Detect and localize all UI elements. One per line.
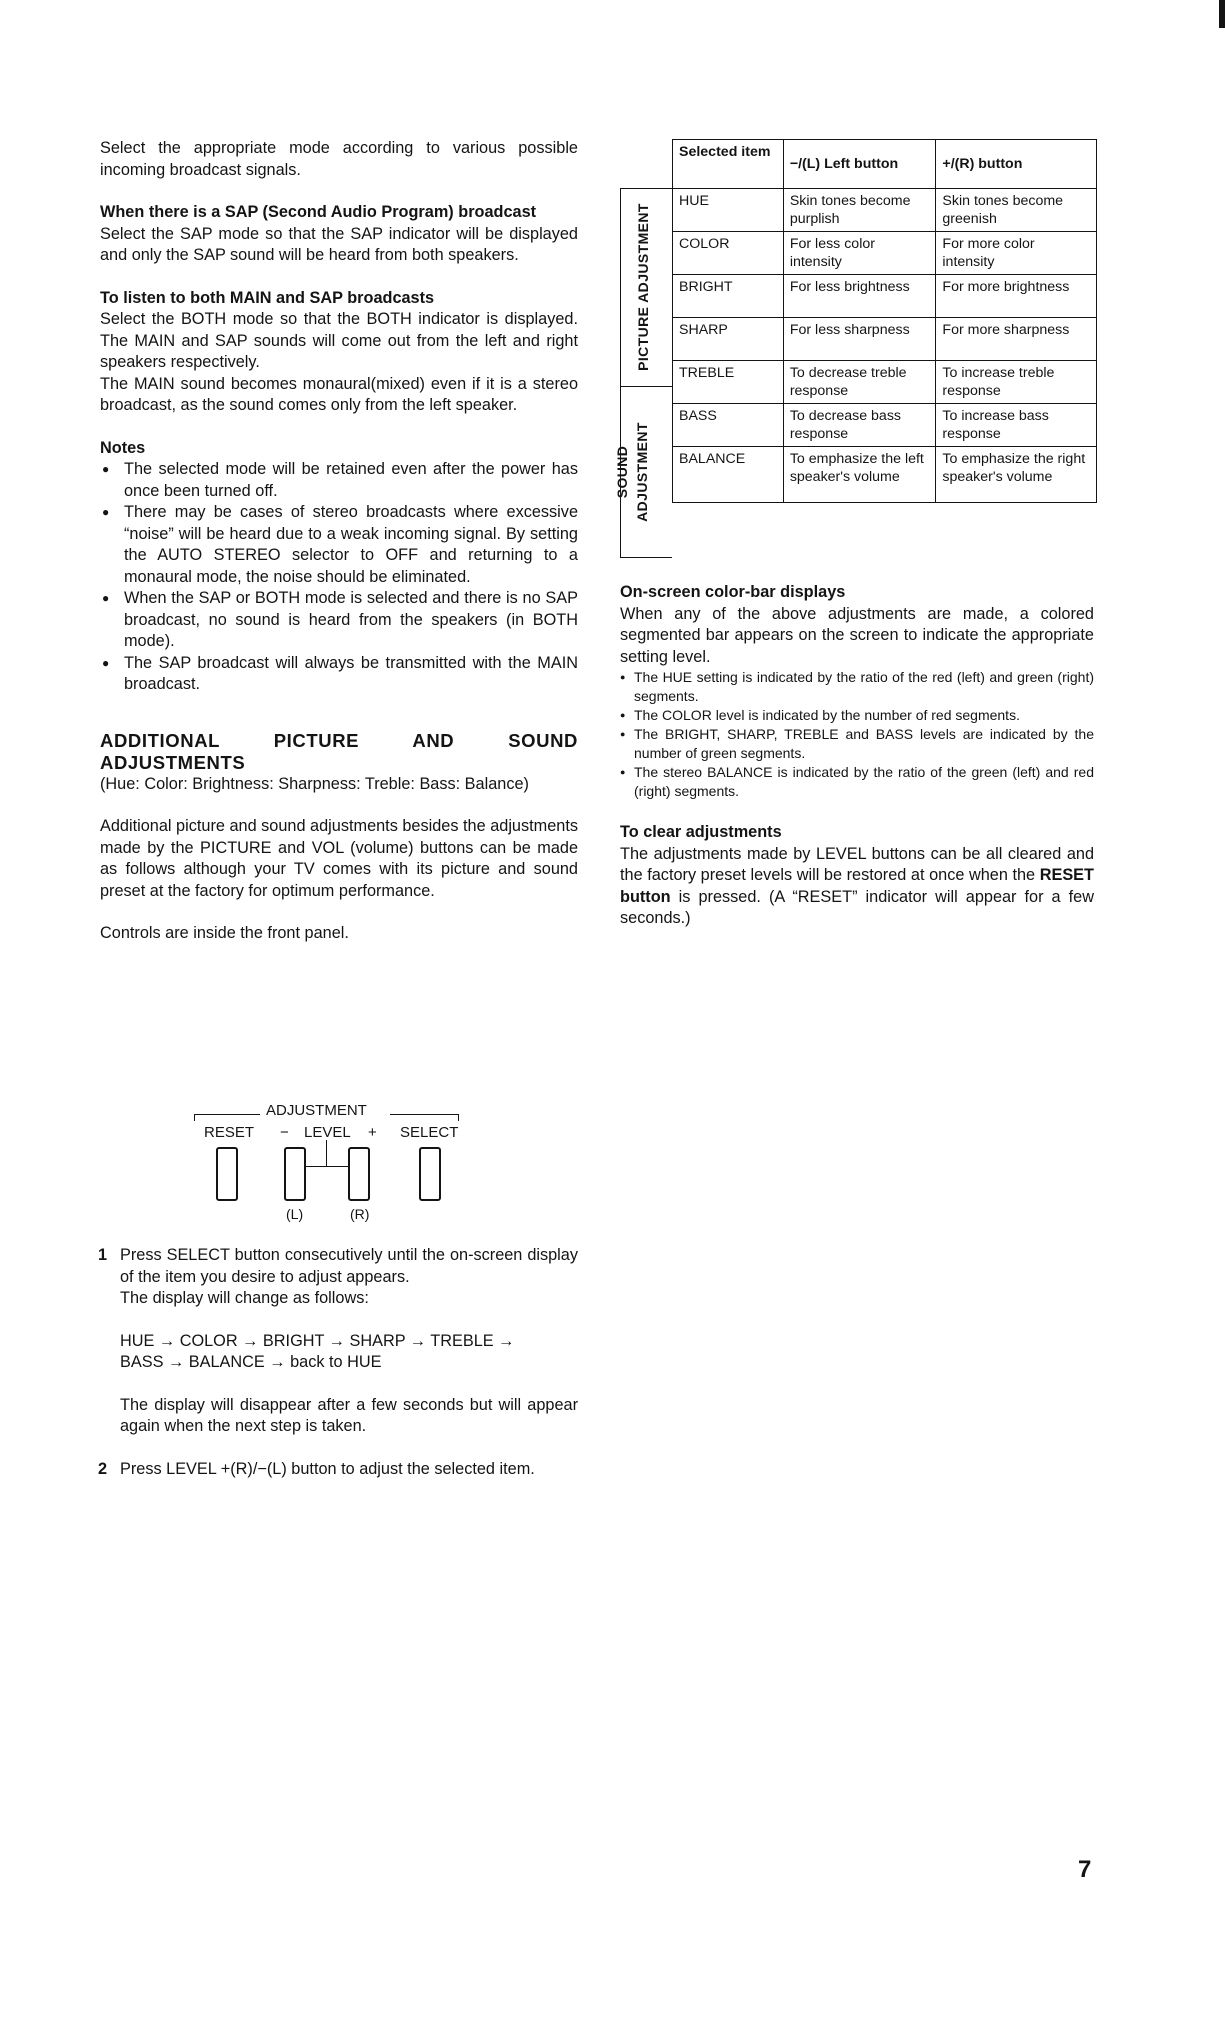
cell-left: To decrease treble response — [783, 361, 936, 404]
adjustment-bracket-left — [194, 1114, 260, 1121]
level-minus-button[interactable] — [284, 1147, 306, 1201]
header-right-button: +/(R) button — [936, 140, 1097, 189]
scan-edge-mark — [1219, 0, 1225, 28]
notes-heading: Notes — [100, 438, 146, 457]
right-column — [620, 582, 1094, 930]
cell-right: For more brightness — [936, 275, 1097, 318]
step-text: Press LEVEL +(R)/−(L) button to adjust the selected item. — [120, 1459, 535, 1478]
cell-item: SHARP — [673, 318, 784, 361]
select-label: SELECT — [400, 1124, 459, 1141]
section-heading: ADDITIONAL PICTURE AND SOUND ADJUSTMENTS — [100, 729, 578, 773]
reset-label: RESET — [204, 1124, 255, 1141]
colorbar-note-item: ● The BRIGHT, SHARP, TREBLE and BASS levels are indicated by the number of green segments. — [620, 725, 1094, 763]
cell-left: For less brightness — [783, 275, 936, 318]
cell-left: For less color intensity — [783, 232, 936, 275]
step-subtext-2: The display will disappear after a few seconds but will appear again when the next step is taken. — [120, 1395, 578, 1435]
group-divider-top — [620, 188, 672, 189]
steps-block — [100, 1245, 578, 1480]
right-r-label: (R) — [350, 1206, 370, 1222]
colorbar-body: When any of the above adjustments are made, a colored segmented bar appears on the screen to indicate the appropriate setting level. — [620, 604, 1094, 666]
cell-item: BASS — [673, 404, 784, 447]
level-plus-button[interactable] — [348, 1147, 370, 1201]
left-l-label: (L) — [286, 1206, 304, 1222]
table-header-row — [673, 140, 1097, 189]
select-button[interactable] — [419, 1147, 441, 1201]
page-number: 7 — [1078, 1856, 1092, 1883]
steps-list — [100, 1245, 578, 1480]
level-label: LEVEL — [304, 1124, 351, 1141]
clear-body-part-2: is pressed. (A “RESET” indicator will appear for a few seconds.) — [620, 887, 1094, 927]
cell-item: BALANCE — [673, 447, 784, 503]
adjustment-table-block — [614, 139, 1098, 558]
table-row — [673, 361, 1097, 404]
both-heading: To listen to both MAIN and SAP broadcasts — [100, 288, 435, 307]
group-label-sound-1: SOUND — [614, 445, 630, 499]
cell-right: For more color intensity — [936, 232, 1097, 275]
sap-body: Select the SAP mode so that the SAP indicator will be displayed and only the SAP sound will be heard from both speakers. — [100, 224, 578, 264]
group-label-picture: PICTURE ADJUSTMENT — [635, 203, 651, 371]
step-subtext: The display will change as follows: — [120, 1289, 369, 1307]
step-item — [100, 1245, 578, 1438]
colorbar-heading: On-screen color-bar displays — [620, 583, 846, 601]
step-item — [100, 1459, 578, 1481]
table-row — [673, 189, 1097, 232]
header-left-button: −/(L) Left button — [783, 140, 936, 189]
cell-left: To emphasize the left speaker's volume — [783, 447, 936, 503]
clear-body-reset-button: RESET button — [620, 866, 1094, 906]
section-body: Additional picture and sound adjustments besides the adjustments made by the PICTURE and VOL (volume) buttons can be made as follows although your TV comes with its picture and sound preset at the factory for optimum performance. — [100, 817, 578, 900]
note-item: ● The selected mode will be retained even after the power has once been turned off. — [100, 459, 578, 502]
reset-button[interactable] — [216, 1147, 238, 1201]
colorbar-notes — [620, 668, 1094, 801]
section-subheading: (Hue: Color: Brightness: Sharpness: Treble: Bass: Balance) — [100, 774, 529, 793]
note-item: ● The SAP broadcast will always be transmitted with the MAIN broadcast. — [100, 653, 578, 696]
clear-body — [620, 844, 1094, 930]
cell-left: To decrease bass response — [783, 404, 936, 447]
step-text: Press SELECT button consecutively until the on-screen display of the item you desire to adjust appears. — [120, 1246, 578, 1286]
cell-item: TREBLE — [673, 361, 784, 404]
table-row — [673, 447, 1097, 503]
cell-left: Skin tones become purplish — [783, 189, 936, 232]
colorbar-note-item: ● The COLOR level is indicated by the number of red segments. — [620, 706, 1094, 725]
cell-right: To increase bass response — [936, 404, 1097, 447]
clear-heading: To clear adjustments — [620, 823, 782, 841]
table-row — [673, 318, 1097, 361]
plus-label: + — [368, 1124, 377, 1141]
sap-heading: When there is a SAP (Second Audio Program) broadcast — [100, 203, 537, 221]
cell-right: To emphasize the right speaker's volume — [936, 447, 1097, 503]
control-panel-diagram — [190, 1100, 480, 1230]
adjustment-label: ADJUSTMENT — [266, 1102, 367, 1119]
group-divider-bottom — [620, 557, 672, 558]
colorbar-note-item: ● The HUE setting is indicated by the ratio of the red (left) and green (right) segments. — [620, 668, 1094, 706]
group-divider-mid — [620, 386, 672, 387]
clear-body-part-1: The adjustments made by LEVEL buttons can be all cleared and the factory preset levels will be restored at once when the — [620, 844, 1094, 884]
step-number: 1 — [98, 1246, 108, 1264]
cell-right: For more sharpness — [936, 318, 1097, 361]
table-row — [673, 275, 1097, 318]
left-column — [100, 138, 578, 945]
sequence-line-2: BASS → BALANCE → back to HUE — [120, 1353, 382, 1371]
table-row — [673, 232, 1097, 275]
cell-item: HUE — [673, 189, 784, 232]
sequence-line-1: HUE → COLOR → BRIGHT → SHARP → TREBLE → — [120, 1331, 515, 1350]
notes-list — [100, 459, 578, 696]
intro-text: Select the appropriate mode according to various possible incoming broadcast signals. — [100, 139, 578, 179]
group-label-sound-2: ADJUSTMENT — [634, 422, 650, 522]
cell-item: COLOR — [673, 232, 784, 275]
cell-right: To increase treble response — [936, 361, 1097, 404]
header-selected-item: Selected item — [673, 140, 784, 189]
both-body-2: The MAIN sound becomes monaural(mixed) even if it is a stereo broadcast, as the sound comes only from the left speaker. — [100, 374, 578, 414]
step-number: 2 — [98, 1459, 108, 1478]
minus-label: − — [280, 1124, 289, 1141]
cell-right: Skin tones become greenish — [936, 189, 1097, 232]
adjustment-table — [672, 139, 1097, 503]
level-connector — [306, 1150, 348, 1167]
note-item: ● There may be cases of stereo broadcasts where excessive “noise” will be heard due to a weak incoming signal. By setting the AUTO STEREO selector to OFF and returning to a monaural mode, the noise should be eliminated. — [100, 502, 578, 588]
colorbar-note-item: ● The stereo BALANCE is indicated by the ratio of the green (left) and red (right) segments. — [620, 763, 1094, 801]
controls-note: Controls are inside the front panel. — [100, 924, 349, 942]
cell-left: For less sharpness — [783, 318, 936, 361]
table-row — [673, 404, 1097, 447]
adjustment-bracket-right — [390, 1114, 459, 1121]
note-item: ● When the SAP or BOTH mode is selected and there is no SAP broadcast, no sound is heard from the speakers (in BOTH mode). — [100, 588, 578, 653]
level-connector-stem — [326, 1140, 327, 1166]
both-body-1: Select the BOTH mode so that the BOTH indicator is displayed. The MAIN and SAP sounds will come out from the left and right speakers respectively. — [100, 310, 578, 371]
cell-item: BRIGHT — [673, 275, 784, 318]
